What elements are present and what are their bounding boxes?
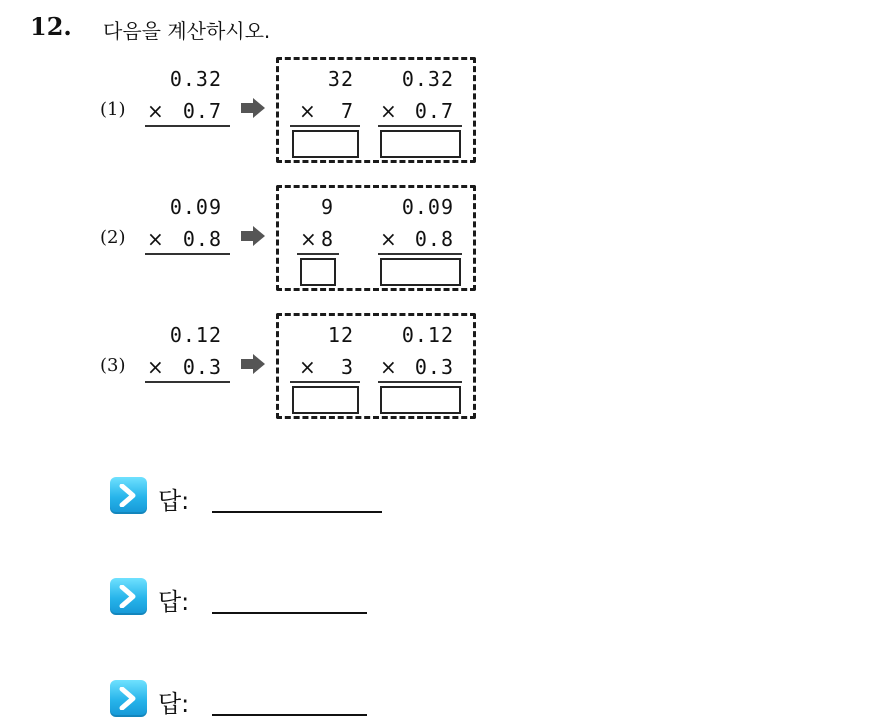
answer-label: 답: (158, 487, 190, 515)
question-number: 12. (30, 12, 72, 41)
answer-box-decimal[interactable] (380, 258, 461, 286)
work-right-times: × (380, 355, 397, 379)
work-right-times: × (380, 99, 397, 123)
work-left-top: 12 (327, 323, 354, 347)
answer-box-decimal[interactable] (380, 386, 461, 414)
chevron-right-icon (110, 477, 147, 514)
problem-label: (3) (100, 355, 126, 376)
work-left-top: 32 (327, 67, 354, 91)
work-right-line (378, 125, 462, 127)
work-left-bottom: 8 (320, 227, 334, 251)
answer-label: 답: (158, 690, 190, 718)
answer-blank[interactable] (212, 612, 367, 614)
sum-line (145, 253, 230, 255)
multiplicand: 0.32 (169, 67, 222, 91)
work-right-times: × (380, 227, 397, 251)
problem-label: (2) (100, 227, 126, 248)
work-left-bottom: 7 (340, 99, 354, 123)
sum-line (145, 125, 230, 127)
problem-2 (0, 185, 884, 297)
problem-1 (0, 57, 884, 169)
question-text: 다음을 계산하시오. (103, 19, 271, 43)
work-right-bottom: 0.3 (414, 355, 454, 379)
multiplier: 0.7 (182, 99, 222, 123)
times-sign: × (147, 99, 164, 123)
work-left-bottom: 3 (340, 355, 354, 379)
work-right-line (378, 381, 462, 383)
sum-line (145, 381, 230, 383)
work-left-line (297, 253, 339, 255)
multiplicand: 0.09 (169, 195, 222, 219)
multiplier: 0.3 (182, 355, 222, 379)
multiplicand: 0.12 (169, 323, 222, 347)
answer-row-2 (110, 578, 510, 618)
multiplier: 0.8 (182, 227, 222, 251)
work-right-top: 0.12 (401, 323, 454, 347)
chevron-right-icon (110, 680, 147, 717)
work-right-top: 0.09 (401, 195, 454, 219)
answer-blank[interactable] (212, 714, 367, 716)
chevron-right-icon (110, 578, 147, 615)
times-sign: × (147, 355, 164, 379)
arrow-right-icon (240, 225, 266, 247)
problem-label: (1) (100, 99, 126, 120)
work-right-line (378, 253, 462, 255)
work-left-line (290, 381, 360, 383)
work-left-times: × (300, 227, 317, 251)
answer-box-whole[interactable] (292, 386, 359, 414)
arrow-right-icon (240, 353, 266, 375)
times-sign: × (147, 227, 164, 251)
work-right-bottom: 0.7 (414, 99, 454, 123)
answer-label: 답: (158, 588, 190, 616)
work-left-times: × (299, 355, 316, 379)
work-right-top: 0.32 (401, 67, 454, 91)
work-left-line (290, 125, 360, 127)
answer-box-whole[interactable] (292, 130, 359, 158)
work-left-top: 9 (320, 195, 334, 219)
answer-box-decimal[interactable] (380, 130, 461, 158)
answer-row-3 (110, 680, 510, 720)
work-right-bottom: 0.8 (414, 227, 454, 251)
work-left-times: × (299, 99, 316, 123)
answer-blank[interactable] (212, 511, 382, 513)
answer-row-1 (110, 477, 510, 517)
arrow-right-icon (240, 97, 266, 119)
problem-3 (0, 313, 884, 425)
answer-box-whole[interactable] (300, 258, 336, 286)
